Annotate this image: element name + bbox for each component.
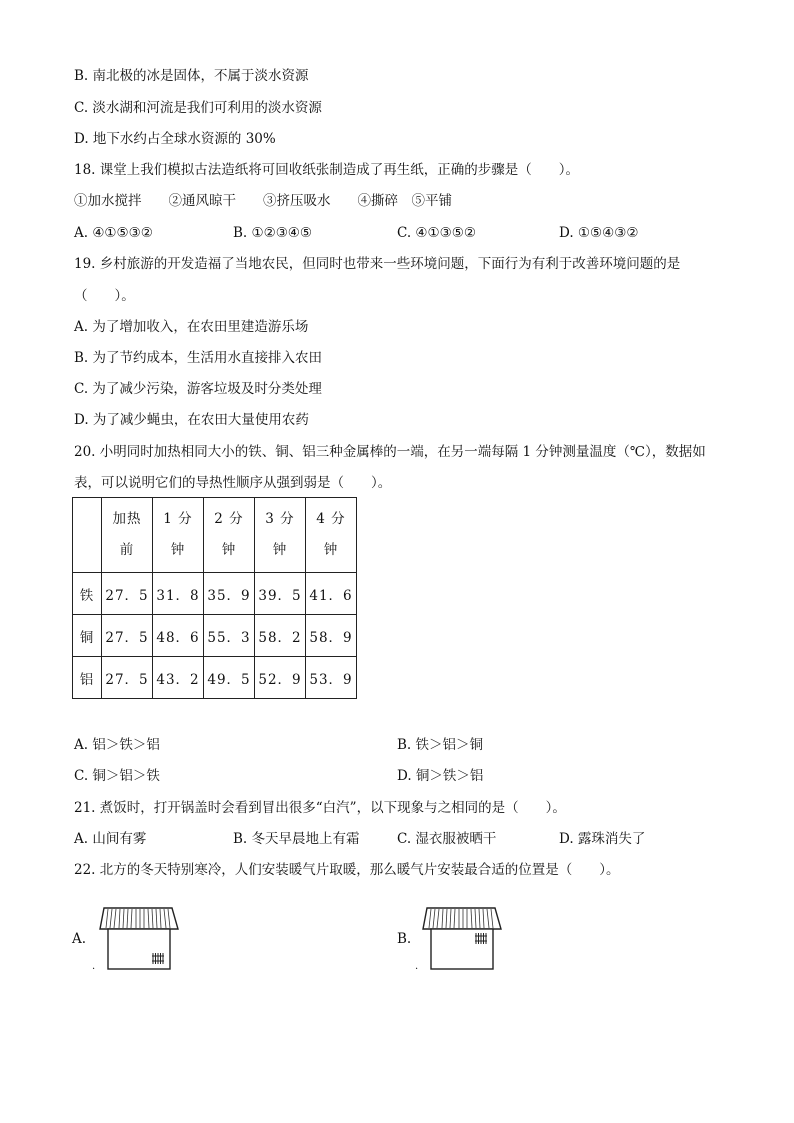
q18-option-b: B. ①②③④⑤	[233, 225, 313, 241]
table-cell: 39．5	[255, 573, 306, 615]
table-cell: 41．6	[306, 573, 357, 615]
row-label: 铁	[73, 573, 102, 615]
q21-option-d: D. 露珠消失了	[559, 831, 646, 847]
q22-option-b-label: B.	[397, 931, 412, 947]
q19-option-b: B. 为了节约成本，生活用水直接排入农田	[74, 350, 323, 366]
table-row	[73, 657, 357, 699]
q22-option-a-label: A.	[72, 931, 87, 947]
table-cell: 55．3	[204, 615, 255, 657]
house-radiator-figure-b	[421, 906, 503, 972]
table-cell: 58．2	[255, 615, 306, 657]
table-cell: 27．5	[102, 615, 153, 657]
table-cell: 52．9	[255, 657, 306, 699]
q18-steps: ①加水搅拌 ②通风晾干 ③挤压吸水 ④撕碎 ⑤平铺	[74, 193, 452, 209]
roof-icon	[100, 908, 178, 929]
header-line: 钟	[221, 542, 237, 558]
q20-stem-line2: 表，可以说明它们的导热性顺序从强到弱是（ ）。	[74, 475, 392, 491]
table-cell: 31．8	[153, 573, 204, 615]
q20-option-a: A. 铝＞铁＞铝	[74, 737, 160, 753]
q20-option-b: B. 铁＞铝＞铜	[397, 737, 484, 753]
q19-stem-line2: （ ）。	[74, 288, 135, 304]
header-line: 前	[119, 542, 135, 558]
header-line: 4 分	[316, 511, 346, 527]
table-header-cell	[255, 498, 306, 573]
table-corner-cell	[73, 498, 102, 573]
header-line: 2 分	[214, 511, 244, 527]
q22-stem: 22. 北方的冬天特别寒冷，人们安装暖气片取暖，那么暖气片安装最合适的位置是（ ）。	[74, 862, 620, 878]
table-cell: 58．9	[306, 615, 357, 657]
table-cell: 27．5	[102, 657, 153, 699]
q20-option-d: D. 铜＞铁＞铝	[397, 768, 484, 784]
header-line: 钟	[170, 542, 186, 558]
table-header-cell	[102, 498, 153, 573]
table-cell: 27．5	[102, 573, 153, 615]
q21-option-b: B. 冬天早晨地上有霜	[233, 831, 360, 847]
q18-option-a: A. ④①⑤③②	[74, 225, 153, 241]
header-line: 钟	[272, 542, 288, 558]
q21-stem: 21. 煮饭时，打开锅盖时会看到冒出很多“白汽”，以下现象与之相同的是（ ）。	[74, 800, 566, 816]
q18-option-d: D. ①⑤④③②	[559, 225, 639, 241]
q17-option-b: B. 南北极的冰是固体，不属于淡水资源	[74, 68, 309, 84]
q21-option-a: A. 山间有雾	[74, 831, 147, 847]
header-line: 1 分	[163, 511, 193, 527]
table-header-row	[73, 498, 357, 573]
table-cell: 53．9	[306, 657, 357, 699]
q19-option-d: D. 为了减少蝇虫，在农田大量使用农药	[74, 412, 309, 428]
q20-option-c: C. 铜＞铝＞铁	[74, 768, 160, 784]
q17-option-c: C. 淡水湖和河流是我们可利用的淡水资源	[74, 100, 322, 116]
table-row	[73, 615, 357, 657]
q17-option-d: D. 地下水约占全球水资源的 30%	[74, 131, 276, 147]
table-header-cell	[153, 498, 204, 573]
table-header-cell	[204, 498, 255, 573]
q19-option-c: C. 为了减少污染，游客垃圾及时分类处理	[74, 381, 322, 397]
q21-option-c: C. 湿衣服被晒干	[397, 831, 497, 847]
q20-stem-line1: 20. 小明同时加热相同大小的铁、铜、铝三种金属棒的一端，在另一端每隔 1 分钟测量温度（℃），数据如	[74, 444, 706, 460]
figure-a-dot: .	[92, 961, 96, 972]
header-line: 加热	[112, 511, 142, 527]
header-line: 3 分	[265, 511, 295, 527]
header-line: 钟	[323, 542, 339, 558]
house-radiator-figure-a	[98, 906, 180, 972]
table-cell: 35．9	[204, 573, 255, 615]
table-cell: 48．6	[153, 615, 204, 657]
q19-stem-line1: 19. 乡村旅游的开发造福了当地农民，但同时也带来一些环境问题，下面行为有利于改善环境问题的是	[74, 256, 681, 272]
row-label: 铝	[73, 657, 102, 699]
table-row	[73, 573, 357, 615]
q18-option-c: C. ④①③⑤②	[397, 225, 476, 241]
table-cell: 43．2	[153, 657, 204, 699]
temperature-table	[72, 497, 357, 699]
q19-option-a: A. 为了增加收入，在农田里建造游乐场	[74, 319, 309, 335]
table-cell: 49．5	[204, 657, 255, 699]
table-header-cell	[306, 498, 357, 573]
roof-icon	[423, 908, 501, 929]
figure-b-dot: .	[415, 961, 419, 972]
row-label: 铜	[73, 615, 102, 657]
q18-stem: 18. 课堂上我们模拟古法造纸将可回收纸张制造成了再生纸，正确的步骤是（ ）。	[74, 162, 580, 178]
